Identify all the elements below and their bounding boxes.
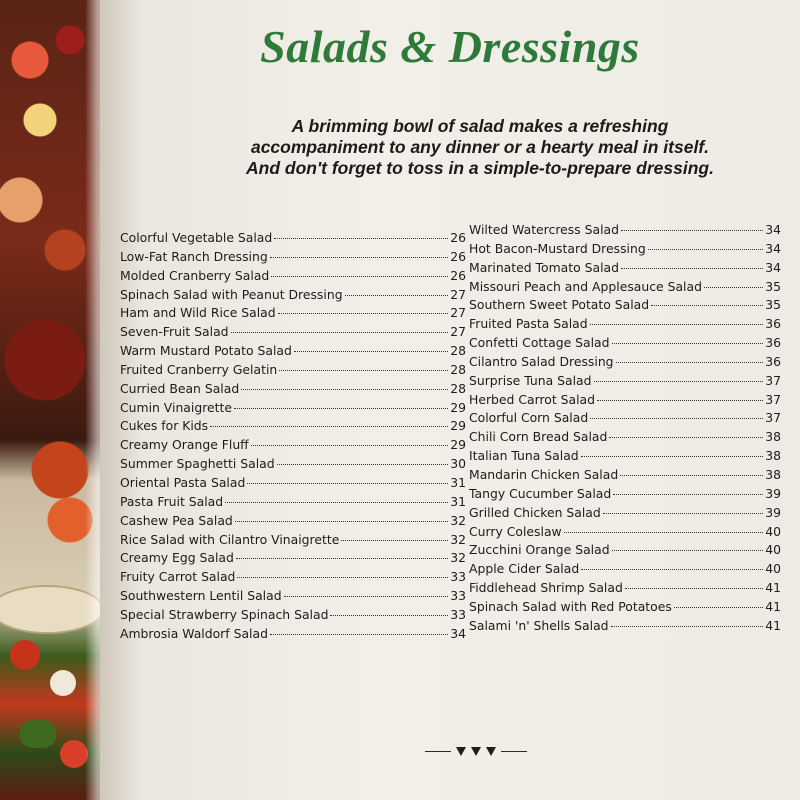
recipe-name: Hot Bacon-Mustard Dressing [469, 240, 646, 256]
recipe-entry [120, 513, 466, 532]
recipe-name: Surprise Tuna Salad [469, 372, 592, 388]
recipe-name: Wilted Watercress Salad [469, 222, 619, 237]
recipe-page-number: 31 [450, 474, 466, 490]
dot-leader [612, 550, 764, 551]
ornament-line [501, 751, 527, 753]
recipe-name: Colorful Corn Salad [469, 410, 589, 426]
recipe-name: Southern Sweet Potato Salad [469, 297, 650, 313]
intro-line: A brimming bowl of salad makes a refreshing [291, 116, 669, 136]
recipe-entry [469, 279, 781, 298]
recipe-page-number: 35 [765, 297, 781, 313]
dot-leader [235, 521, 448, 522]
recipe-name: Special Strawberry Spinach Salad [120, 606, 329, 622]
recipe-name: Creamy Egg Salad [120, 550, 234, 566]
recipe-entry [120, 362, 466, 381]
dot-leader [704, 287, 763, 288]
recipe-entry [469, 410, 781, 429]
dot-leader [581, 456, 764, 457]
recipe-entry [469, 524, 781, 543]
recipe-name: Chili Corn Bread Salad [469, 429, 608, 445]
recipe-name: Fruity Carrot Salad [120, 569, 236, 585]
recipe-name: Fiddlehead Shrimp Salad [469, 580, 623, 596]
cup-icon [456, 747, 466, 756]
recipe-page-number: 26 [450, 248, 466, 264]
cheese-shape [50, 670, 76, 696]
recipe-name: Tangy Cucumber Salad [469, 485, 612, 501]
recipe-list-right [469, 222, 781, 637]
recipe-page-number: 26 [450, 230, 466, 245]
dot-leader [609, 437, 763, 438]
recipe-entry [120, 324, 466, 343]
recipe-entry [469, 467, 781, 486]
recipe-entry [120, 475, 466, 494]
recipe-page-number: 40 [765, 542, 781, 558]
recipe-name: Cukes for Kids [120, 418, 209, 434]
recipe-entry [120, 607, 466, 626]
recipe-entry [120, 418, 466, 437]
recipe-entry [120, 381, 466, 400]
dot-leader [345, 295, 449, 296]
dot-leader [341, 540, 448, 541]
recipe-page-number: 39 [765, 485, 781, 501]
recipe-page-number: 41 [765, 598, 781, 614]
recipe-name: Curried Bean Salad [120, 380, 240, 396]
dot-leader [590, 418, 763, 419]
recipe-name: Confetti Cottage Salad [469, 335, 610, 351]
recipe-page-number: 29 [450, 418, 466, 434]
recipe-name: Summer Spaghetti Salad [120, 456, 275, 472]
dot-leader [210, 426, 448, 427]
recipe-page-number: 41 [765, 617, 781, 633]
recipe-entry [469, 448, 781, 467]
dot-leader [270, 257, 449, 258]
dot-leader [277, 464, 449, 465]
dot-leader [625, 588, 763, 589]
dot-leader [236, 558, 448, 559]
recipe-page-number: 35 [765, 278, 781, 294]
dot-leader [590, 324, 764, 325]
recipe-page-number: 27 [450, 305, 466, 321]
recipe-entry [469, 316, 781, 335]
recipe-entry [120, 230, 466, 249]
recipe-page-number: 29 [450, 399, 466, 415]
page-title: Salads & Dressings [260, 21, 640, 72]
recipe-entry [469, 241, 781, 260]
intro-line: And don't forget to toss in a simple-to-prepare dressing. [246, 158, 714, 178]
recipe-entry [469, 222, 781, 241]
recipe-entry [120, 494, 466, 513]
recipe-page-number: 38 [765, 466, 781, 482]
recipe-entry [469, 618, 781, 637]
recipe-entry [469, 542, 781, 561]
dot-leader [251, 445, 449, 446]
recipe-name: Spinach Salad with Red Potatoes [469, 598, 672, 614]
recipe-name: Fruited Pasta Salad [469, 316, 588, 332]
recipe-entry [469, 260, 781, 279]
recipe-entry [120, 400, 466, 419]
recipe-page-number: 33 [450, 588, 466, 604]
lettuce-shape [20, 720, 56, 748]
recipe-entry [120, 305, 466, 324]
recipe-page-number: 27 [450, 324, 466, 340]
recipe-name: Ambrosia Waldorf Salad [120, 625, 268, 641]
dot-leader [612, 343, 764, 344]
recipe-name: Warm Mustard Potato Salad [120, 343, 292, 359]
recipe-name: Cumin Vinaigrette [120, 399, 232, 415]
dot-leader [241, 389, 448, 390]
recipe-name: Southwestern Lentil Salad [120, 588, 282, 604]
recipe-page-number: 28 [450, 380, 466, 396]
dot-leader [271, 276, 448, 277]
dot-leader [674, 607, 763, 608]
recipe-page-number: 34 [450, 625, 466, 641]
intro-text [160, 116, 800, 179]
dot-leader [237, 577, 448, 578]
recipe-page-number: 32 [450, 531, 466, 547]
recipe-name: Pasta Fruit Salad [120, 493, 224, 509]
dot-leader [564, 532, 764, 533]
recipe-name: Colorful Vegetable Salad [120, 230, 273, 245]
recipe-name: Marinated Tomato Salad [469, 259, 619, 275]
recipe-page-number: 36 [765, 316, 781, 332]
recipe-page-number: 33 [450, 606, 466, 622]
dot-leader [330, 615, 448, 616]
intro-line: accompaniment to any dinner or a hearty meal in itself. [250, 137, 710, 157]
dot-leader [294, 351, 448, 352]
recipe-page-number: 41 [765, 580, 781, 596]
recipe-name: Seven-Fruit Salad [120, 324, 229, 340]
recipe-entry [120, 456, 466, 475]
recipe-name: Mandarin Chicken Salad [469, 466, 619, 482]
dot-leader [231, 332, 449, 333]
recipe-entry [469, 599, 781, 618]
dot-leader [234, 408, 448, 409]
recipe-entry [469, 373, 781, 392]
recipe-entry [120, 437, 466, 456]
recipe-page-number: 32 [450, 512, 466, 528]
dot-leader [284, 596, 449, 597]
dot-leader [247, 483, 448, 484]
recipe-entry [120, 588, 466, 607]
recipe-entry [469, 486, 781, 505]
recipe-entry [469, 580, 781, 599]
recipe-entry [469, 354, 781, 373]
dot-leader [597, 400, 763, 401]
recipe-page-number: 39 [765, 504, 781, 520]
recipe-entry [120, 569, 466, 588]
cup-ornament-icon [425, 747, 527, 756]
recipe-entry [120, 626, 466, 645]
recipe-name: Creamy Orange Fluff [120, 437, 249, 453]
cup-icon [471, 747, 481, 756]
salad-photo-image [0, 0, 100, 800]
dot-leader [603, 513, 764, 514]
recipe-entry [120, 532, 466, 551]
dot-leader [270, 634, 448, 635]
recipe-page-number: 27 [450, 286, 466, 302]
recipe-entry [469, 561, 781, 580]
recipe-name: Ham and Wild Rice Salad [120, 305, 276, 321]
tomato-shape [10, 640, 40, 670]
recipe-page-number: 40 [765, 523, 781, 539]
recipe-name: Salami 'n' Shells Salad [469, 617, 609, 633]
recipe-page-number: 34 [765, 259, 781, 275]
cup-icon [486, 747, 496, 756]
recipe-name: Spinach Salad with Peanut Dressing [120, 286, 343, 302]
recipe-entry [469, 335, 781, 354]
dot-leader [648, 249, 764, 250]
recipe-page-number: 34 [765, 222, 781, 237]
recipe-entry [120, 268, 466, 287]
book-page [100, 0, 800, 800]
recipe-name: Herbed Carrot Salad [469, 391, 596, 407]
dot-leader [621, 268, 763, 269]
recipe-entry [120, 249, 466, 268]
recipe-entry [469, 297, 781, 316]
recipe-name: Cashew Pea Salad [120, 512, 233, 528]
recipe-page-number: 37 [765, 372, 781, 388]
recipe-page-number: 28 [450, 343, 466, 359]
recipe-name: Molded Cranberry Salad [120, 267, 270, 283]
recipe-list-left [120, 230, 466, 645]
recipe-page-number: 36 [765, 335, 781, 351]
recipe-page-number: 37 [765, 410, 781, 426]
recipe-name: Curry Coleslaw [469, 523, 562, 539]
dot-leader [651, 305, 763, 306]
dot-leader [611, 626, 764, 627]
dot-leader [279, 370, 448, 371]
dot-leader [616, 362, 764, 363]
dot-leader [274, 238, 448, 239]
recipe-entry [120, 550, 466, 569]
bowl-shape [0, 585, 100, 634]
recipe-page-number: 31 [450, 493, 466, 509]
recipe-page-number: 36 [765, 353, 781, 369]
recipe-name: Apple Cider Salad [469, 561, 580, 577]
pepper-shape [60, 740, 88, 768]
recipe-page-number: 38 [765, 429, 781, 445]
dot-leader [225, 502, 448, 503]
recipe-name: Italian Tuna Salad [469, 448, 579, 464]
recipe-name: Zucchini Orange Salad [469, 542, 610, 558]
recipe-page-number: 28 [450, 361, 466, 377]
recipe-name: Fruited Cranberry Gelatin [120, 361, 278, 377]
dot-leader [581, 569, 763, 570]
recipe-entry [469, 429, 781, 448]
dot-leader [613, 494, 763, 495]
recipe-page-number: 38 [765, 448, 781, 464]
recipe-page-number: 34 [765, 240, 781, 256]
recipe-name: Oriental Pasta Salad [120, 474, 246, 490]
recipe-entry [469, 505, 781, 524]
recipe-name: Low-Fat Ranch Dressing [120, 248, 268, 264]
recipe-page-number: 40 [765, 561, 781, 577]
recipe-page-number: 29 [450, 437, 466, 453]
recipe-page-number: 37 [765, 391, 781, 407]
recipe-page-number: 30 [450, 456, 466, 472]
recipe-entry [120, 287, 466, 306]
recipe-name: Cilantro Salad Dressing [469, 353, 614, 369]
dot-leader [278, 313, 449, 314]
dot-leader [620, 475, 763, 476]
dot-leader [594, 381, 764, 382]
recipe-page-number: 33 [450, 569, 466, 585]
recipe-name: Grilled Chicken Salad [469, 504, 601, 520]
recipe-entry [120, 343, 466, 362]
recipe-entry [469, 392, 781, 411]
dot-leader [621, 230, 763, 231]
recipe-page-number: 32 [450, 550, 466, 566]
recipe-name: Missouri Peach and Applesauce Salad [469, 278, 702, 294]
recipe-page-number: 26 [450, 267, 466, 283]
ornament-line [425, 751, 451, 753]
recipe-name: Rice Salad with Cilantro Vinaigrette [120, 531, 340, 547]
